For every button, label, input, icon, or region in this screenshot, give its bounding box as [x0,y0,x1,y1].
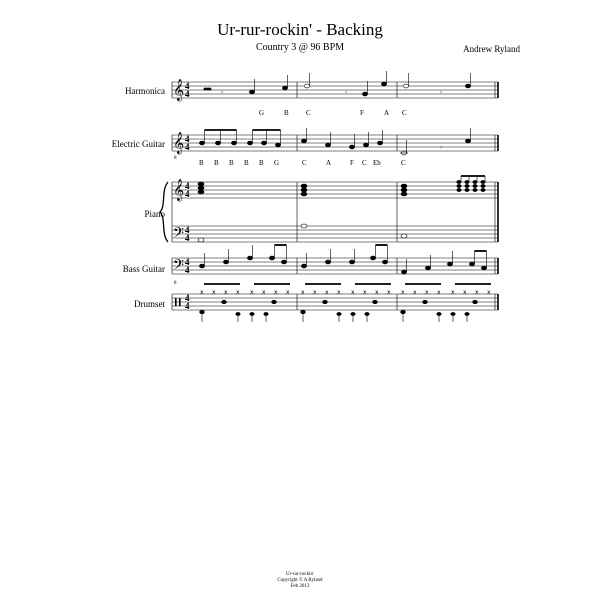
page-footer [0,572,600,590]
svg-text:𝄾: 𝄾 [345,89,347,97]
svg-text:x: x [387,289,391,296]
svg-text:4: 4 [185,181,190,191]
percussion-clef-icon [175,298,177,306]
octave-mark: 8 [174,156,177,161]
svg-text:x: x [313,289,317,296]
chord-label: B [229,159,234,167]
chord-label: B [244,159,249,167]
score-subtitle: Country 3 @ 96 BPM [255,42,345,53]
drumset-notes [200,284,491,322]
svg-text:x: x [337,289,341,296]
chord-label: C [362,159,367,167]
footer-copyright: Copyright © A Ryland [277,578,323,583]
svg-text:4: 4 [185,225,190,235]
chord-label: A [384,109,390,117]
svg-text:4: 4 [185,142,190,152]
footer-date: Feb 2013 [290,584,310,589]
chord-label: C [402,109,407,117]
svg-text:x: x [413,289,417,296]
svg-text:x: x [325,289,329,296]
svg-text:x: x [425,289,429,296]
piano-treble-staff [172,182,498,198]
svg-text:4: 4 [185,301,190,311]
svg-text:x: x [451,289,455,296]
score-title: Ur-rur-rockin' - Backing [217,20,383,39]
svg-text:4: 4 [185,189,190,199]
svg-text:4: 4 [185,257,190,267]
treble-clef-icon: 𝄞 [173,79,185,101]
svg-text:4: 4 [185,233,190,243]
treble-clef-icon: 𝄞 [173,179,185,201]
svg-text:4: 4 [185,293,190,303]
chord-label: F [360,109,364,117]
svg-text:𝄾: 𝄾 [440,89,442,97]
instrument-label-piano: Piano [144,209,165,219]
chord-label: Eb [373,159,381,167]
svg-text:x: x [351,289,355,296]
svg-text:x: x [286,289,290,296]
instrument-label-bass-guitar: Bass Guitar [122,264,165,274]
chord-label: B [284,109,289,117]
svg-text:x: x [363,289,367,296]
svg-text:𝄾: 𝄾 [440,144,442,152]
time-signatures [185,81,190,311]
svg-text:x: x [200,289,204,296]
chord-label: F [350,159,354,167]
svg-text:x: x [375,289,379,296]
chord-label: A [326,159,332,167]
percussion-clef-icon [179,298,181,306]
bass-clef-icon: 𝄢 [173,257,184,277]
chord-label: B [199,159,204,167]
svg-text:x: x [212,289,216,296]
bass-guitar-notes [199,245,486,274]
svg-text:4: 4 [185,265,190,275]
chord-label: B [259,159,264,167]
svg-text:x: x [224,289,228,296]
svg-text:x: x [463,289,467,296]
chord-label: C [306,109,311,117]
chord-label: C [302,159,307,167]
svg-text:x: x [301,289,305,296]
composer-name: Andrew Ryland [463,44,520,54]
chord-label: G [259,109,265,117]
chord-label: B [214,159,219,167]
treble-clef-icon: 𝄞 [173,132,185,154]
svg-text:x: x [437,289,441,296]
bass-clef-icon: 𝄢 [173,225,184,245]
drumset-staff [172,294,498,310]
chord-label: C [401,159,406,167]
instrument-label-drumset: Drumset [134,299,165,309]
svg-text:4: 4 [185,81,190,91]
piano-brace [160,182,168,242]
svg-text:4: 4 [185,89,190,99]
svg-text:x: x [487,289,491,296]
svg-text:x: x [475,289,479,296]
footer-title: Ur-rur-rockin' [286,572,314,577]
svg-text:x: x [274,289,278,296]
harmonica-notes [204,71,471,97]
chord-label: G [274,159,280,167]
svg-text:x: x [236,289,240,296]
svg-text:x: x [401,289,405,296]
octave-mark: 8 [174,281,177,286]
piano-bass-staff [172,226,498,242]
svg-text:4: 4 [185,134,190,144]
instrument-label-harmonica: Harmonica [125,86,165,96]
instrument-label-electric-guitar: Electric Guitar [111,139,165,149]
svg-text:x: x [250,289,254,296]
svg-text:𝄾: 𝄾 [221,89,223,97]
svg-text:x: x [262,289,266,296]
